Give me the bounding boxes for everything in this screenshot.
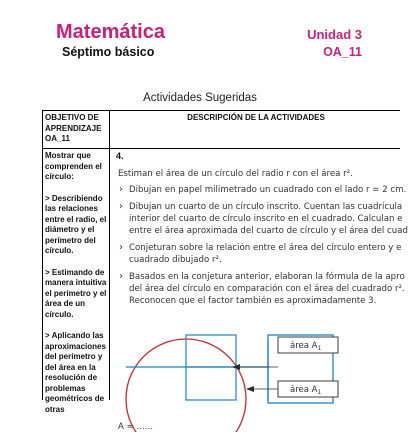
table-column-divider	[109, 110, 110, 400]
section-title: Actividades Sugeridas	[143, 92, 257, 104]
table-border-left	[42, 110, 43, 400]
activity-intro: Estiman el área de un círculo del radio r con el área r².	[118, 169, 353, 179]
activity-number: 4.	[116, 151, 124, 161]
table-border-top	[42, 110, 400, 111]
page-title: Matemática	[56, 21, 165, 43]
unit-label: Unidad 3	[307, 27, 362, 42]
activity-steps	[118, 184, 408, 307]
col-header-description: DESCRIPCIÓN DE LA ACTIVIDADES	[187, 113, 325, 122]
area-label-2: área $A_1$	[290, 385, 322, 396]
activity-step	[118, 184, 407, 196]
grade-subtitle: Séptimo básico	[62, 45, 155, 59]
objective-code: OA_11	[323, 45, 362, 59]
table-header-divider	[42, 148, 400, 149]
objective-text: > Describiendo las relaciones entre el radio, el diámetro y el perímetro del círculo.	[45, 193, 107, 255]
step-line: cuadrado dibujado r².	[129, 255, 222, 265]
area-label-1: área $A_1$	[290, 341, 322, 352]
step-line: › Dibujan en papel milimetrado un cuadrado con el lado r = 2 cm.	[129, 185, 407, 195]
circle-square-diagram	[118, 331, 400, 400]
step-line: › Dibujan un cuarto de un círculo inscrito. Cuentan las cuadrícula	[129, 202, 403, 212]
activity-step	[118, 242, 400, 266]
step-line: › Basados en la conjetura anterior, elaboran la fórmula de la apro	[129, 272, 405, 282]
step-line: interior del cuarto de círculo inscrito en el cuadrado. Calculan e	[129, 214, 403, 224]
objectives-cell	[45, 151, 109, 426]
activity-step	[118, 201, 408, 237]
step-line: Reconocen que el factor también es aproximadamente 3.	[129, 296, 377, 306]
col-header-objective: OBJETIVO DE APRENDIZAJE OA_11	[45, 113, 102, 143]
objective-text: > Estimando de manera intuitiva el perímetro y el área de un círculo.	[45, 267, 107, 319]
step-line: › Conjeturan sobre la relación entre el área del círculo entero y e	[129, 243, 402, 253]
objective-text: Mostrar que comprenden el círculo:	[45, 151, 102, 181]
step-line: entre el área aproximada del cuarto de círculo y el área del cuad	[129, 226, 408, 236]
activity-step	[118, 271, 405, 307]
area-equation: A ≈ ......	[118, 422, 153, 432]
objective-text: > Aplicando las aproximaciones del perímetro y del área en la resolución de problemas geométricos de otras	[45, 331, 106, 414]
step-line: del área del círculo en comparación con el área del cuadrado r².	[129, 284, 405, 294]
arrow-head-2	[246, 386, 254, 392]
